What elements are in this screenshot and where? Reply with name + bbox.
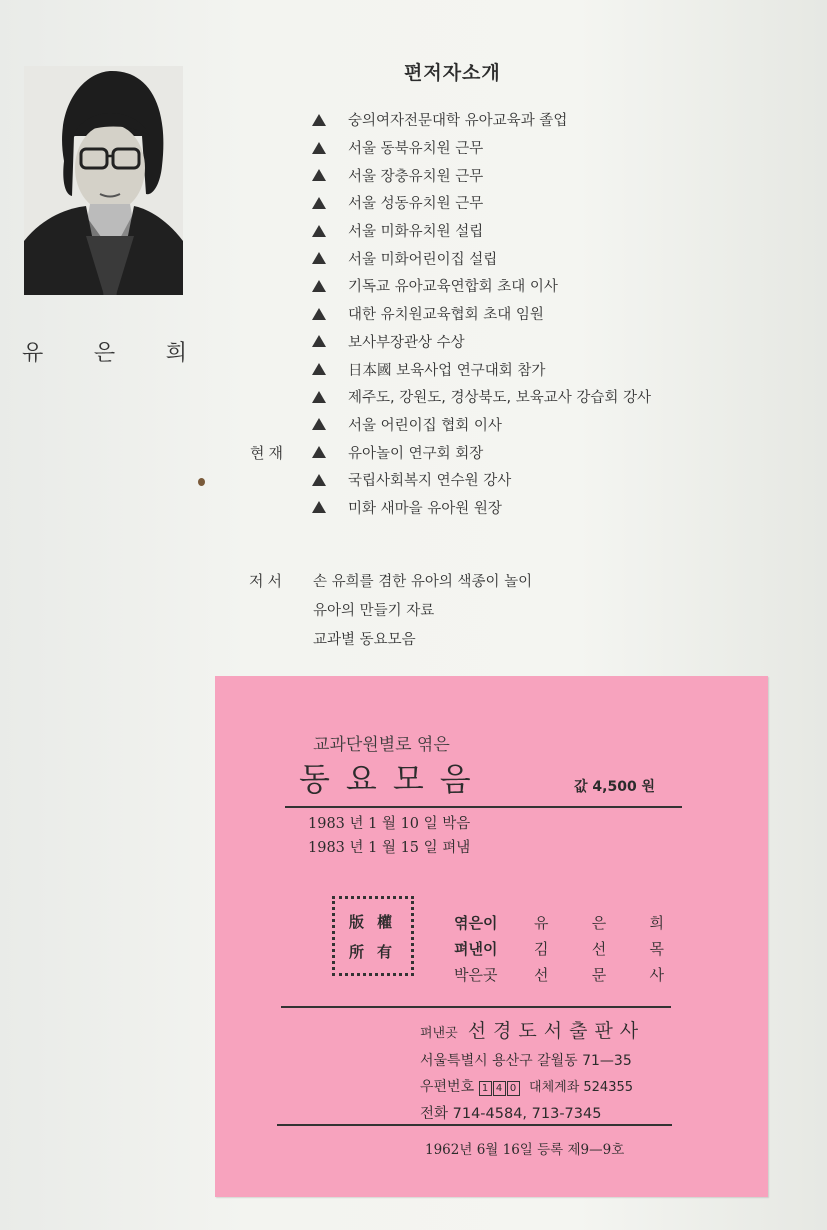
divider [281, 1006, 671, 1008]
author-name-char: 유 [22, 341, 44, 366]
credit-name-char: 김 [534, 940, 549, 958]
credit-editor [454, 912, 664, 933]
triangle-bullet-icon [312, 474, 326, 486]
triangle-bullet-icon [312, 418, 326, 430]
career-item [250, 272, 810, 300]
divider [277, 1124, 672, 1126]
credit-name [534, 912, 664, 933]
author-name-char: 희 [165, 341, 187, 366]
triangle-bullet-icon [312, 169, 326, 181]
triangle-bullet-icon [312, 501, 326, 513]
career-text: 서울 장충유치원 근무 [348, 168, 484, 185]
career-item [250, 355, 810, 383]
registration: 1962년 6월 16일 등록 제9—9호 [425, 1142, 625, 1158]
career-text: 대한 유치원교육협회 초대 임원 [348, 307, 544, 324]
career-text: 기독교 유아교육연합회 초대 이사 [348, 279, 558, 296]
postal-digit: 1 [479, 1081, 492, 1096]
career-item [250, 161, 810, 189]
career-item [250, 189, 810, 217]
triangle-bullet-icon [312, 391, 326, 403]
works-item: 교과별 동요모음 [313, 632, 416, 648]
career-text: 제주도, 강원도, 경상북도, 보육교사 강습회 강사 [348, 390, 652, 407]
stamp-char: 權 [377, 913, 393, 931]
book-price: 값 4,500 원 [574, 779, 656, 795]
works-item: 손 유희를 겸한 유아의 색종이 놀이 [313, 574, 533, 590]
credit-role: 펴낸이 [454, 940, 498, 958]
postal-label: 우편번호 [420, 1079, 475, 1095]
credit-name-char: 유 [534, 914, 549, 932]
career-item [250, 411, 810, 439]
credit-name-char: 문 [591, 966, 607, 984]
credit-name-char: 희 [649, 914, 664, 932]
credit-name-char: 선 [534, 966, 549, 984]
triangle-bullet-icon [312, 197, 326, 209]
page-heading: 편저자소개 [404, 62, 501, 84]
career-text: 서울 성동유치원 근무 [348, 196, 484, 213]
career-text: 서울 미화어린이집 설립 [348, 251, 498, 268]
book-subtitle: 교과단원별로 엮은 [313, 735, 450, 755]
career-text: 숭의여자전문대학 유아교육과 졸업 [348, 113, 568, 130]
divider [285, 806, 682, 808]
credit-name-char: 선 [591, 940, 607, 958]
publisher-name: 선경도서출판사 [467, 1020, 646, 1042]
triangle-bullet-icon [312, 225, 326, 237]
career-text: 서울 어린이집 협회 이사 [348, 417, 502, 434]
career-list [250, 106, 810, 521]
credit-role: 엮은이 [454, 914, 498, 932]
stamp-char: 所 [349, 943, 365, 961]
triangle-bullet-icon [312, 335, 326, 347]
career-item [250, 300, 810, 328]
publisher-label: 펴낸곳 [420, 1026, 458, 1041]
career-item [250, 244, 810, 272]
ink-spot [198, 478, 205, 486]
career-text: 유아놀이 연구회 회장 [348, 445, 484, 462]
credit-name [534, 938, 664, 959]
triangle-bullet-icon [312, 114, 326, 126]
triangle-bullet-icon [312, 280, 326, 292]
portrait-photo-icon [24, 66, 183, 295]
career-item [250, 134, 810, 162]
career-item [250, 438, 810, 466]
stamp-char: 版 [349, 913, 365, 931]
career-text: 국립사회복지 연수원 강사 [348, 473, 512, 490]
triangle-bullet-icon [312, 363, 326, 375]
triangle-bullet-icon [312, 308, 326, 320]
credit-publisher [454, 938, 664, 959]
copyright-stamp [332, 896, 414, 976]
triangle-bullet-icon [312, 142, 326, 154]
stamp-char: 有 [377, 943, 393, 961]
career-item [250, 217, 810, 245]
author-photo [24, 66, 183, 295]
colophon-sticker [215, 676, 768, 1197]
print-date: 1983 년 1 월 10 일 박음 [308, 816, 471, 832]
career-item [250, 106, 810, 134]
credit-name-char: 목 [649, 940, 664, 958]
works-item: 유아의 만들기 자료 [313, 603, 435, 619]
book-title: 동요모음 [299, 760, 487, 798]
career-prefix: 현재 [250, 443, 287, 462]
publisher-address: 서울특별시 용산구 갈월동 71—35 [420, 1053, 632, 1069]
career-text: 서울 미화유치원 설립 [348, 224, 484, 241]
publish-date: 1983 년 1 월 15 일 펴냄 [308, 840, 471, 856]
postal-digit: 4 [493, 1081, 506, 1096]
career-item [250, 383, 810, 411]
career-text: 서울 동북유치원 근무 [348, 141, 484, 158]
career-text: 미화 새마을 유아원 원장 [348, 500, 502, 517]
credit-role: 박은곳 [454, 966, 498, 984]
postal-line [420, 1076, 633, 1096]
career-item [250, 328, 810, 356]
publisher-line [420, 1016, 645, 1043]
author-name-char: 은 [93, 341, 116, 366]
career-text: 日本國 보육사업 연구대회 참가 [348, 362, 546, 379]
credit-name [534, 964, 664, 985]
career-item [250, 466, 810, 494]
postal-digit: 0 [507, 1081, 520, 1096]
credit-name-char: 사 [649, 966, 664, 984]
triangle-bullet-icon [312, 252, 326, 264]
works-list [313, 570, 532, 657]
triangle-bullet-icon [312, 446, 326, 458]
career-item [250, 494, 810, 522]
works-label: 저서 [249, 572, 286, 590]
credit-name-char: 은 [591, 914, 607, 932]
credit-printer [454, 964, 664, 985]
author-name [22, 336, 187, 367]
account-number: 대체계좌 524355 [529, 1080, 634, 1095]
publisher-phone: 전화 714-4584, 713-7345 [420, 1106, 602, 1122]
career-text: 보사부장관상 수상 [348, 334, 465, 351]
